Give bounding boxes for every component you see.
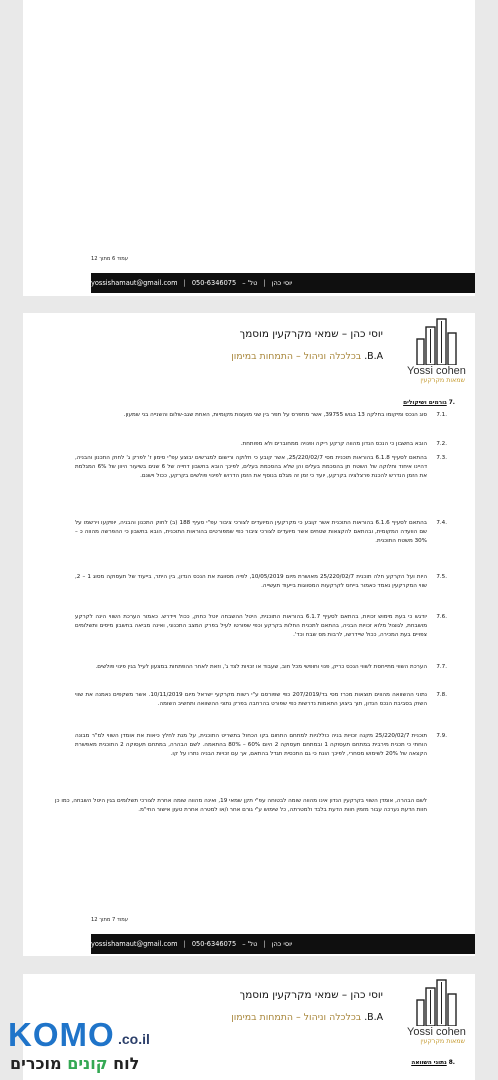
item-number: .7.6	[436, 614, 447, 620]
item-text: הובא בחשבון כי הנכס הנדון מהווה קרקע ריקה ופנויה ממחוברים ולא מפותחת.	[240, 441, 427, 447]
footer-email: yossishamaut@gmail.com	[91, 940, 178, 948]
tagline-word-2: קונים	[67, 1054, 108, 1073]
letterhead	[23, 313, 475, 393]
item-text: הערכת השווי מתייחסת לשווי הנכס כריק, פנוי וחופשי מכל חוב, שעבוד או זכויות לצד ג', וזאת לאחר ההפתחות במצעון לעיל בגין פינוי פולשים.	[95, 664, 427, 670]
footer-phone-label: טל' –	[242, 940, 258, 948]
list-item	[75, 613, 447, 641]
item-number: .7.7	[436, 664, 447, 670]
item-number: .7.3	[436, 455, 447, 461]
page-footer	[91, 273, 475, 293]
footer-name: יוסי כהן	[271, 940, 293, 948]
list-item	[75, 573, 447, 591]
footer-separator: |	[263, 940, 266, 948]
item-text: היות ועל הקרקע חלה תוכנית 25/220/02/7 מאושרת מיום 10/05/2019, לפיה מסווגת את הנכס הנדון, בין היתר, בייעוד של תעסוקה מסוג 1 – 2, שווי המקרקעין נאמד כאמור בייחס לקרקעות המסווגות בייעוד תעשייה.	[75, 574, 427, 590]
footer-phone-label: טל' –	[242, 279, 258, 287]
item-number: .7.9	[436, 733, 447, 739]
komo-watermark-logo[interactable]	[8, 1016, 173, 1076]
section-heading	[411, 1060, 455, 1066]
item-number: .7.4	[436, 520, 447, 526]
section-number: .7	[448, 400, 455, 406]
brand-subtitle: שמאות מקרקעין	[420, 377, 465, 384]
item-text: בהתאם לסעיף 6.1.6 בהוראות התוכנית אשר קובע כי מקרקעין המיועדים לצורכי ציבור עפ"י סעיף 188 (ב) לחוק התכנון והבניה, יופקעו וירשמו על שם הוועדה המקומית, ובהתאם להקצאות שטחים אשר מיועדים לצורכי ציבור כפי שמפורטים בהוראות התוכנית, הובא בחשבון כי ההפרשה מהווה כ – 30% משטח התוכנית.	[75, 520, 427, 545]
item-number: .7.8	[436, 692, 447, 698]
item-number: .7.1	[436, 412, 447, 418]
brand-subtitle: שמאות מקרקעין	[420, 1038, 465, 1045]
list-item	[75, 440, 447, 449]
list-item	[75, 411, 447, 420]
header-degree: B.A.	[364, 1012, 383, 1023]
komo-tld: .co.il	[118, 1031, 150, 1047]
footer-phone: 050-6346075	[191, 279, 237, 287]
footer-separator: |	[183, 940, 186, 948]
section-title: גורמים ושיקולים	[403, 400, 447, 406]
tagline-word-1: לוח	[113, 1054, 140, 1073]
header-degree-line	[231, 351, 383, 362]
footer-separator: |	[263, 279, 266, 287]
item-text: תוכנית 25/220/02/7 מקנה זכויות בניה כוללניות למתחם התחום בקו הכחול בתשריט התוכנית, על מנת לחלץ כיאות את אומדן השווי למ"ר מבונה הוחתי כי תכנית מירבית במתחם תעסוקה 1 ובמתחם תעסוקה 2 היום 60% – 80% בהתאמה. לשם הבהרה, במתחם תעסוקה 2 התוכנית מאפשרת הקצאה של 20% לשימוש מסחרי, לפיכך הונח כי גם התכסית תגדל בהתאם, אך עם זכויות הבניה נתרו על קו.	[75, 733, 428, 758]
company-logo	[407, 978, 465, 1046]
komo-tagline	[10, 1054, 139, 1073]
tagline-word-3: מוכרים	[10, 1054, 62, 1073]
document-page-7	[23, 313, 475, 956]
item-text: סוג הנכס ומיקומו בחלקה 13 בגוש 39755, אשר מתפרס על תפר בין שני מועצות מקומיות, האחת שגב-שלום והשנייה בני שמעון.	[123, 412, 427, 418]
brand-name: Yossi cohen	[407, 365, 466, 377]
footer-separator: |	[183, 279, 186, 287]
document-page-6	[23, 0, 475, 296]
list-item	[75, 454, 447, 482]
list-item	[75, 732, 447, 760]
footer-phone: 050-6346075	[191, 940, 237, 948]
komo-brand: KOMO	[8, 1016, 115, 1053]
header-name-line: יוסי כהן – שמאי מקרקעין מוסמך	[239, 328, 383, 340]
buildings-logo-icon	[415, 978, 459, 1026]
section-title: נתוני השוואה	[411, 1060, 447, 1066]
section-heading	[403, 399, 455, 408]
item-text: נתוני ההשוואה מהווים תוצאות מכרז מסי בד/207/2019 כפי שפורסם ע"י רשות מקרקעי ישראל מיום 10/11/2019. אשר משקפים נאמנה את שווי השוק בסביבת הנכס הנדון, תוך ביצוע התאמות נדרשות כפי שפורט בהרחבה בפרק נתוני ההשוואה ותחשיב השומה.	[75, 692, 427, 708]
company-logo	[407, 317, 465, 385]
item-text: בהתאם לסעיף 6.1.8 בהוראות תוכנית מסי 25/220/02/7, אשר קובע כי חלוקה ורישום למגרשים יבוצע עפ"י סימון ז' לפרק ג' לחוק התכנון והבניה, דהיינו איחוד וחלוקה של השטח תן בהסכמת בעלים והן שלא בהסכמת בעלים, לפיכך הובא בחשבון דחייה של 6 שנים בשיעור היוון של 6% המגלמת את הזמן הנדרש להכנת פרצלציה בקרקע, יועד כי זמן זה מגלם בנוסף את הזמן הדרוש לפינוי פולשים בקרקע, ככול וישנם.	[75, 455, 427, 480]
header-degree: B.A.	[364, 351, 383, 362]
list-item	[75, 691, 447, 709]
header-degree-field: בכלכלה וניהול – התמחות במימון	[231, 351, 362, 362]
page-number: עמוד 6 מתוך 12	[91, 256, 129, 262]
footer-name: יוסי כהן	[271, 279, 293, 287]
list-item	[75, 519, 447, 547]
header-degree-field: בכלכלה וניהול – התמחות במימון	[231, 1012, 362, 1023]
item-number: .7.2	[436, 441, 447, 447]
header-degree-line	[231, 1012, 383, 1023]
list-item	[75, 663, 447, 672]
footer-email: yossishamaut@gmail.com	[91, 279, 178, 287]
buildings-logo-icon	[415, 317, 459, 365]
item-number: .7.5	[436, 574, 447, 580]
closing-paragraph: לשם הבהרה, אומדן השווי בקרקעין הנדון אינו מהווה שומה לבטוחה עפ"י תקן שמאי 19, ואינה מהווה שומה אחרת לצורכי תשלומים בגין היטל השבחה, כמו כן חוות הדעת נערכה עבור מזמין חוות הדעת בלבד ולמטרתה, כל שימוש ע"י גורם אחר ו/או למטרה אחרת טעון אישור החי"מ.	[55, 798, 427, 814]
brand-name: Yossi cohen	[407, 1026, 466, 1038]
page-footer	[91, 934, 475, 954]
section-number: .8	[448, 1060, 455, 1066]
header-name-line: יוסי כהן – שמאי מקרקעין מוסמך	[239, 989, 383, 1001]
page-number: עמוד 7 מתוך 12	[91, 917, 129, 923]
item-text: יודגש כי בעת מימוש זכויות, בהתאם לסעיף 6.1.7 בהוראות התוכנית, היטל ההשבחה יוטל כחוק, ככול ויידרש. כאמור הערכת השווי הינה לקרקע מושבחת, לגוצול מלוא זכויות הבניה, בהתאם לתכנית החלות בקרקע וכפי שפורטו לעיל בפרק המצב התכנוני, ואינה מביאה בחשבון מיסים ותשלומים צפויים בעת המכירה, ככול שיידרשו, לרבות מס שבח וכד'.	[75, 614, 427, 639]
